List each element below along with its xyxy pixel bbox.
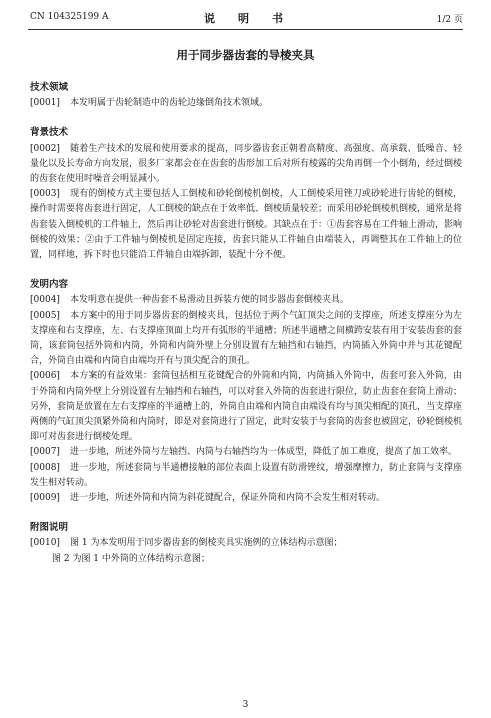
paragraph-text: 本发明属于齿轮制造中的齿轮边缘倒角技术领域。 [70, 98, 269, 109]
paragraph [30, 536, 462, 551]
paragraph-number: [0009] [30, 493, 60, 504]
paragraph-number: [0003] [30, 189, 60, 200]
paragraph-text: 本方案中的用于同步器齿套的倒棱夹具，包括位于两个气缸顶尖之间的支撑座，所述支撑座分为左支撑座和右支撑座，左、右支撑座顶面上均开有弧形的半通槽；所述半通槽之间横跨安装有用于安装齿套的套筒，该套筒包括外筒和内筒，外筒和内筒外壁上分别设置有左轴挡和右轴挡，内筒插入外筒中并与其花键配合，外筒自由端和内筒自由端均开有与顶尖配合的顶孔。 [30, 310, 463, 367]
paragraph-text: 进一步地，所述套筒与半通槽接触的部位表面上设置有防滑锉纹，增强摩擦力，防止套筒与支撑座发生相对转动。 [30, 462, 462, 488]
paragraph [30, 369, 462, 445]
paragraph [30, 461, 462, 491]
paragraph-number: [0007] [30, 447, 60, 458]
document-type: 说 明 书 [204, 12, 289, 25]
paragraph [30, 142, 462, 188]
document-body [30, 80, 462, 567]
publication-number: CN 104325199 A [30, 12, 109, 22]
paragraph [30, 293, 462, 308]
paragraph-text: 本发明意在提供一种齿套不易滑动且拆装方便的同步器齿套倒棱夹具。 [70, 295, 350, 306]
section-heading: 发明内容 [30, 279, 69, 291]
paragraph-number: [0008] [30, 462, 60, 473]
section-heading: 附图说明 [30, 522, 69, 534]
paragraph [30, 187, 462, 263]
header-rule [28, 29, 463, 30]
page-number: 3 [242, 700, 249, 710]
paragraph [30, 309, 462, 370]
paragraph-number: [0004] [30, 295, 60, 306]
paragraph-number: [0002] [30, 143, 60, 154]
paragraph [30, 96, 462, 111]
paragraph-number: [0006] [30, 371, 60, 382]
paragraph-text: 本方案的有益效果：套筒包括相互花键配合的外筒和内筒，内筒插入外筒中，齿套可套入外筒，由于外筒和内筒外壁上分别设置有左轴挡和右轴挡，可以对套入外筒的齿套进行限位，防止齿套在套筒上滑动；另外，套筒是放置在左右支撑座的半通槽上的，外筒自由端和内筒自由端设有均与顶尖相配的顶孔，当支撑座两侧的气缸顶尖顶紧外筒和内筒时，即是对套筒进行了固定，此时安装于与套筒的齿套也被固定，砂轮倒棱机即可对齿套进行倒棱处理。 [30, 371, 463, 443]
section-heading: 背景技术 [30, 127, 69, 139]
paragraph-text: 进一步地，所述外筒和内筒为斜花键配合，保证外筒和内筒不会发生相对转动。 [70, 493, 386, 504]
paragraph-text: 图 2 为图 1 中外筒的立体结构示意图； [52, 553, 210, 564]
paragraph-number: [0005] [30, 310, 60, 321]
document-title: 用于同步器齿套的导棱夹具 [176, 48, 315, 62]
paragraph-text: 图 1 为本发明用于同步器齿套的倒棱夹具实施例的立体结构示意图； [70, 538, 343, 549]
paragraph [30, 491, 462, 506]
paragraph-text: 随着生产技术的发展和使用要求的提高，同步器齿套正朝着高精度、高强度、高承载、低噪音、轻量化以及长寿命方向发展，很多厂家都会在在齿套的齿形加工后对所有棱露的尖角再倒一个小倒角，经过倒棱的齿套在使用时噪音会明显减小。 [30, 143, 463, 185]
page-header [30, 10, 463, 26]
paragraph-number: [0010] [30, 538, 60, 549]
page-indicator: 1/2 页 [436, 15, 463, 25]
paragraph-continuation [30, 552, 462, 567]
paragraph-text: 现有的倒棱方式主要包括人工倒棱和砂轮倒棱机倒棱，人工倒棱采用锉刀或砂轮进行齿轮的倒棱，操作时需要将齿套进行固定，人工倒棱的缺点在于效率低、倒棱质量较差；而采用砂轮倒棱机倒棱，通常是将齿套装入倒棱机的工件轴上，然后再让砂轮对齿套进行倒棱。其缺点在于：①齿套容易在工件轴上滑动，影响倒棱的效果；②由于工件轴与倒棱机是固定连接，齿套只能从工件轴自由端装入，再调整其在工件轴上的位置，同样地，拆下时也只能沿工件轴自由端拆卸，装配十分不便。 [30, 189, 463, 261]
paragraph-text: 进一步地，所述外筒与左轴挡、内筒与右轴挡均为一体成型，降低了加工难度，提高了加工效率。 [70, 447, 458, 458]
section-heading: 技术领域 [30, 82, 69, 93]
paragraph [30, 445, 462, 460]
paragraph-number: [0001] [30, 98, 60, 109]
